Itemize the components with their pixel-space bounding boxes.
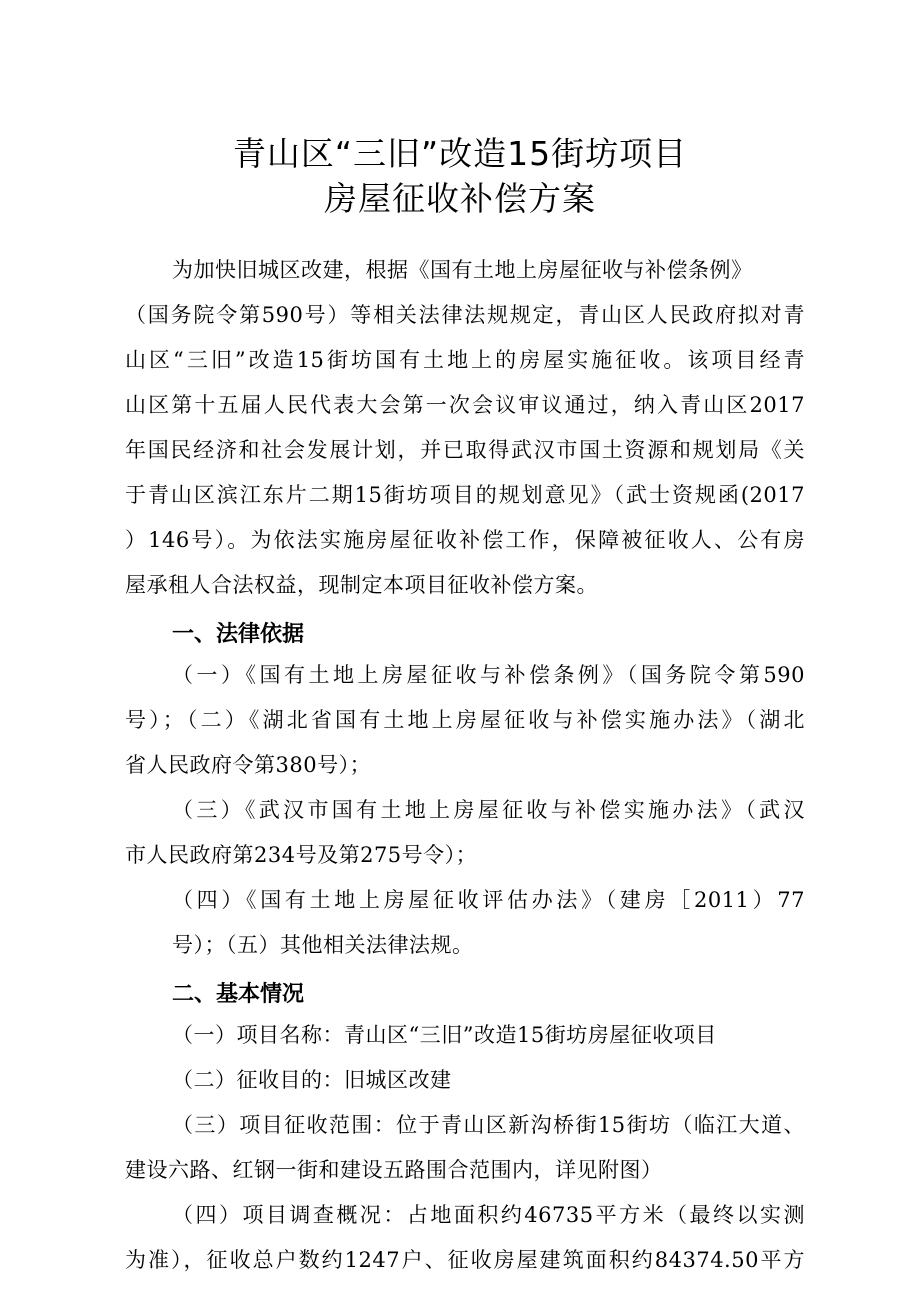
section1-line: 市人民政府第234号及第275号令）； bbox=[125, 843, 478, 867]
section2-line: （四）项目调查概况：占地面积约46735平方米（最终以实测 bbox=[172, 1203, 805, 1227]
section1-line: 省人民政府令第380号）； bbox=[125, 753, 372, 777]
section2-line: 建设六路、红钢一街和建设五路围合范围内，详见附图） bbox=[125, 1158, 663, 1182]
section1-line: （四）《国有土地上房屋征收评估办法》（建房［2011）77 bbox=[172, 888, 805, 912]
intro-line: 山区第十五届人民代表大会第一次会议审议通过，纳入青山区2017 bbox=[125, 393, 805, 417]
section1-line: 号）；（五）其他相关法律法规。 bbox=[172, 933, 474, 957]
intro-line: 为加快旧城区改建，根据《国有土地上房屋征收与补偿条例》 bbox=[172, 258, 753, 282]
intro-line: 屋承租人合法权益，现制定本项目征收补偿方案。 bbox=[125, 573, 598, 597]
section1-line: （一）《国有土地上房屋征收与补偿条例》（国务院令第590 bbox=[172, 663, 805, 687]
document-title-line1: 青山区“三旧”改造15街坊项目 bbox=[232, 134, 688, 173]
section2-line: （三）项目征收范围：位于青山区新沟桥街15街坊（临江大道、 bbox=[172, 1113, 805, 1137]
section-heading-basic-info: 二、基本情况 bbox=[172, 982, 305, 1007]
intro-line: ）146号）。为依法实施房屋征收补偿工作，保障被征收人、公有房 bbox=[125, 528, 805, 552]
intro-line: 于青山区滨江东片二期15街坊项目的规划意见》（武士资规函(2017 bbox=[125, 483, 805, 507]
section2-line: 为准），征收总户数约1247户、征收房屋建筑面积约84374.50平方 bbox=[125, 1248, 805, 1272]
intro-line: （国务院令第590号）等相关法律法规规定，青山区人民政府拟对青 bbox=[125, 303, 805, 327]
section2-line: （一）项目名称：青山区“三旧”改造15街坊房屋征收项目 bbox=[172, 1023, 717, 1047]
intro-line: 年国民经济和社会发展计划，并已取得武汉市国土资源和规划局《关 bbox=[125, 438, 805, 462]
document-title-line2: 房屋征收补偿方案 bbox=[324, 179, 596, 218]
section2-line: （二）征收目的：旧城区改建 bbox=[172, 1068, 452, 1092]
section1-line: 号）；（二）《湖北省国有土地上房屋征收与补偿实施办法》（湖北 bbox=[125, 708, 805, 732]
section-heading-legal-basis: 一、法律依据 bbox=[172, 622, 305, 647]
intro-line: 山区“三旧”改造15街坊国有土地上的房屋实施征收。该项目经青 bbox=[125, 348, 805, 372]
section1-line: （三）《武汉市国有土地上房屋征收与补偿实施办法》（武汉 bbox=[172, 798, 805, 822]
